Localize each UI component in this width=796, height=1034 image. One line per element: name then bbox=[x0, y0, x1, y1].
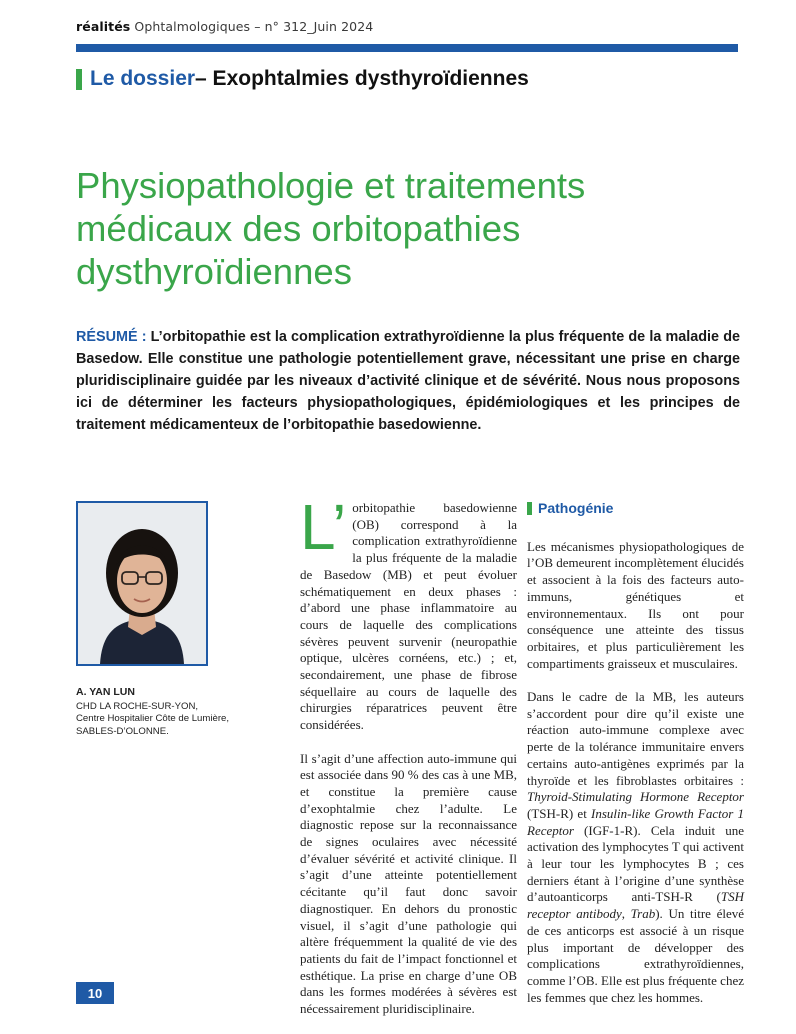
intro-paragraph bbox=[300, 491, 517, 734]
abstract-label: RÉSUMÉ : bbox=[76, 329, 147, 345]
text-column-1 bbox=[300, 491, 517, 1034]
term-trab-full: TSH receptor antibody bbox=[527, 889, 744, 922]
author-block bbox=[76, 686, 266, 738]
drop-cap: L’ bbox=[300, 491, 347, 563]
intro-text: orbitopathie basedowienne (OB) correspond à la complication extrathyroïdienne la plus fréquente de la maladie de Basedow (MB) et peut évoluer schématiquement en deux phases : d’abord une phase inflammatoire au cours de laquelle des complications sévères peuvent survenir (neuropathie optique, ulcères cornéens, etc.) ; et, secondairement, une phase de fibrose séquellaire au cours de laquelle des chirurgies réparatrices peuvent être considérées. bbox=[300, 500, 517, 733]
section-title: Pathogénie bbox=[538, 500, 614, 516]
author-affiliation-3: SABLES-D’OLONNE. bbox=[76, 725, 169, 737]
dossier-heading bbox=[76, 67, 529, 91]
abstract bbox=[76, 326, 740, 436]
text-column-2 bbox=[527, 500, 744, 1023]
abstract-text: L’orbitopathie est la complication extrathyroïdienne la plus fréquente de la maladie de Basedow. Elle constitue une pathologie potentiellement grave, nécessitant une prise en charge pluridisciplinaire guidée par les niveaux d’activité clinique et de sévérité. Nous nous proposons ici de déterminer les facteurs physiopathologiques, épidémiologiques et les principes de traitement médicamenteux de l’orbitopathie basedowienne. bbox=[76, 329, 740, 433]
portrait-illustration bbox=[78, 503, 206, 664]
header-rule bbox=[76, 44, 738, 52]
author-affiliation-1: CHD LA ROCHE-SUR-YON, bbox=[76, 700, 199, 712]
dossier-topic: – Exophtalmies dysthyroïdiennes bbox=[195, 67, 529, 90]
article-title: Physiopathologie et traitements médicaux des orbitopathies dysthyroïdiennes bbox=[76, 165, 586, 293]
author-photo bbox=[76, 501, 208, 666]
term-igf1r: Insulin-like Growth Factor 1 Receptor bbox=[527, 805, 744, 838]
dossier-label: Le dossier bbox=[90, 67, 196, 90]
section-accent-bar bbox=[527, 502, 532, 515]
journal-issue: Ophtalmologiques – n° 312_Juin 2024 bbox=[130, 19, 374, 34]
page-number: 10 bbox=[76, 982, 114, 1004]
dossier-accent-bar bbox=[76, 69, 82, 90]
running-head bbox=[76, 19, 373, 34]
term-tshr: Thyroid-Stimulating Hormone Receptor bbox=[527, 789, 744, 805]
author-affiliation-2: Centre Hospitalier Côte de Lumière, bbox=[76, 713, 230, 724]
paragraph: Les mécanismes physiopathologiques de l’OB demeurent incomplètement élucidés et associent à la fois des facteurs auto-immuns, génétiques et environnementaux. Ils ont pour conséquence une atteinte des tissus orbitaires, et plus particulièrement les compartiments graisseux et musculaires. bbox=[527, 538, 744, 671]
paragraph: Dans le cadre de la MB, les auteurs s’accordent pour dire qu’il existe une réaction auto-immune complexe avec perte de la tolérance immunitaire envers certains auto-antigènes exprimés par la thyroïde et les fibroblastes orbitaires : Thyroid-Stimulating Hormone Receptor (TSH-R) et Insulin-like Growth Factor 1 Receptor (IGF-1-R). Cela induit une activation des lymphocytes T qui activent à leur tour les lymphocytes B ; ces derniers étant à l’origine d’une synthèse d’autoanticorps anti-TSH-R (TSH receptor antibody, Trab). Un titre élevé de ces anticorps est associé à un risque plus important de développer des complications extrathyroïdiennes, comme l’OB. Elle est plus fréquente chez les femmes que chez les hommes. bbox=[527, 689, 744, 1005]
author-name: A. YAN LUN bbox=[76, 686, 135, 698]
term-trab: Trab bbox=[630, 906, 656, 922]
section-heading bbox=[527, 500, 744, 517]
journal-brand: réalités bbox=[76, 19, 131, 34]
paragraph: Il s’agit d’une affection auto-immune qui est associée dans 90 % des cas à une MB, et constitue la première cause d’exophtalmie chez l’adulte. Le diagnostic repose sur la reconnaissance de signes oculaires avec nécessité d’évaluer sévérité et activité clinique. Il s’agit d’une atteinte potentiellement cécitante qu’il faut donc savoir diagnostiquer. En dehors du pronostic visuel, il s’agit d’une pathologie qui altère fréquemment la qualité de vie des patients du fait de l’impact fonctionnel et esthétique. La prise en charge d’une OB dans les formes modérées à sévères est nécessairement pluridisciplinaire. bbox=[300, 750, 517, 1017]
